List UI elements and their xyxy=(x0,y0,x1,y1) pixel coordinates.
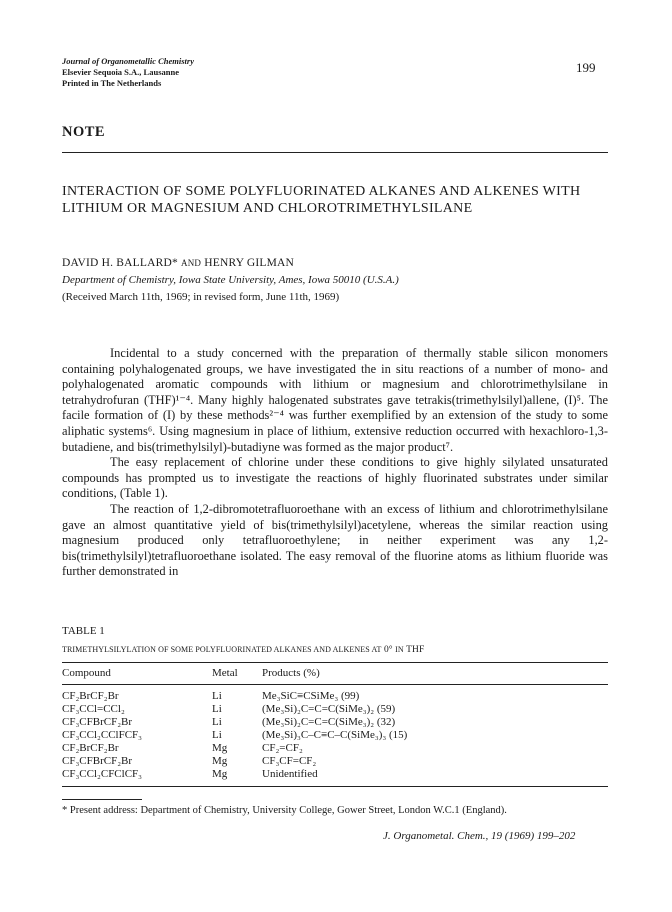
table-cell-compound: CF₃CCl=CCl₂ xyxy=(62,703,125,715)
affiliation: Department of Chemistry, Iowa State University, Ames, Iowa 50010 (U.S.A.) xyxy=(62,274,399,286)
table-cell-products: (Me₃Si)₂C=C=C(SiMe₃)₂ (32) xyxy=(262,716,396,728)
table-cell-products: CF₂=CF₂ xyxy=(262,742,303,754)
printed-in: Printed in The Netherlands xyxy=(62,78,162,88)
paragraph-2: The easy replacement of chlorine under these conditions to give highly silylated unsaturated compounds has prompted us to investigate the reactions of highly fluorinated substrates under similar conditions, (Table 1). xyxy=(62,455,608,501)
authors xyxy=(62,257,294,269)
header-divider xyxy=(62,152,608,153)
table-caption-text: TRIMETHYLSILYLATION OF SOME POLYFLUORINATED ALKANES AND ALKENES AT xyxy=(62,645,382,654)
footnote-divider xyxy=(62,799,142,800)
table-label: TABLE 1 xyxy=(62,625,105,637)
table-cell-metal: Mg xyxy=(212,755,228,767)
table-header-products: Products (%) xyxy=(262,667,320,679)
table-cell-metal: Mg xyxy=(212,768,228,780)
table-rule-bottom xyxy=(62,786,608,787)
table-rule-header xyxy=(62,684,608,685)
table-cell-metal: Mg xyxy=(212,742,228,754)
journal-name: Journal of Organometallic Chemistry xyxy=(62,56,194,66)
table-caption xyxy=(62,645,424,655)
table-caption-in: IN xyxy=(395,645,404,654)
section-label: NOTE xyxy=(62,124,106,140)
author-2: HENRY GILMAN xyxy=(204,257,295,269)
publisher: Elsevier Sequoia S.A., Lausanne xyxy=(62,67,179,77)
authors-and: AND xyxy=(181,258,202,268)
table-cell-metal: Li xyxy=(212,716,222,728)
table-cell-products: Unidentified xyxy=(262,768,318,780)
journal-citation: J. Organometal. Chem., 19 (1969) 199–202 xyxy=(383,830,576,842)
table-cell-products: Me₃SiC≡CSiMe₃ (99) xyxy=(262,690,360,702)
table-cell-compound: CF₃CCl₂CFClCF₃ xyxy=(62,768,142,780)
table-cell-compound: CF₃CCl₂CClFCF₃ xyxy=(62,729,142,741)
table-caption-temp: 0° xyxy=(383,645,393,655)
author-1: DAVID H. BALLARD* xyxy=(62,257,178,269)
table-cell-compound: CF₂BrCF₂Br xyxy=(62,690,119,702)
paragraph-3: The reaction of 1,2-dibromotetrafluoroethane with an excess of lithium and chlorotrimethylsilane gave an almost quantitative yield of bis(trimethylsilyl)acetylene, whereas the similar reaction using magnesium produced only tetrafluoroethylene; in neither experiment was any 1,2-bis(trimethylsilyl)tetrafluoroethane isolated. The easy removal of the fluorine atoms as lithium fluoride was further demonstrated in xyxy=(62,501,608,579)
footnote: * Present address: Department of Chemistry, University College, Gower Street, London W.C.1 (England). xyxy=(62,805,507,816)
table-cell-products: (Me₃Si)₃C–C≡C–C(SiMe₃)₃ (15) xyxy=(262,729,408,741)
article-title: INTERACTION OF SOME POLYFLUORINATED ALKANES AND ALKENES WITH LITHIUM OR MAGNESIUM AND CHLOROTRIMETHYLSILANE xyxy=(62,184,581,216)
article-body xyxy=(62,346,608,580)
table-rule-top xyxy=(62,662,608,663)
paragraph-1: Incidental to a study concerned with the preparation of thermally stable silicon monomers containing polyhalogenated groups, we have investigated the in situ reactions of a number of mono- and polyhalogenated aromatic compounds with lithium or magnesium and chlorotrimethylsilane in tetrahydrofuran (THF)¹⁻⁴. Many highly halogenated substrates gave tetrakis(trimethylsilyl)allene, (I)⁵. The facile formation of (I) by these methods²⁻⁴ was further exemplified by an extension of the study to some aliphatic systems⁶. Using magnesium in place of lithium, extensive reduction occurred with hexachloro-1,3-butadiene, and bis(trimethylsilyl)-butadiyne was formed as the major product⁷. xyxy=(62,346,608,454)
table-cell-compound: CF₃CFBrCF₂Br xyxy=(62,755,133,767)
received-date: (Received March 11th, 1969; in revised form, June 11th, 1969) xyxy=(62,291,340,303)
table-cell-products: (Me₃Si)₂C=C=C(SiMe₃)₂ (59) xyxy=(262,703,396,715)
table-cell-metal: Li xyxy=(212,690,222,702)
table-cell-metal: Li xyxy=(212,703,222,715)
page-number: 199 xyxy=(576,60,596,75)
table-cell-compound: CF₃CFBrCF₂Br xyxy=(62,716,133,728)
table-caption-solvent: THF xyxy=(406,645,425,655)
journal-header xyxy=(62,56,194,89)
table-header-compound: Compound xyxy=(62,667,111,679)
table-header-metal: Metal xyxy=(212,667,238,679)
table-cell-products: CF₃CF=CF₂ xyxy=(262,755,317,767)
table-cell-compound: CF₂BrCF₂Br xyxy=(62,742,119,754)
table-cell-metal: Li xyxy=(212,729,222,741)
